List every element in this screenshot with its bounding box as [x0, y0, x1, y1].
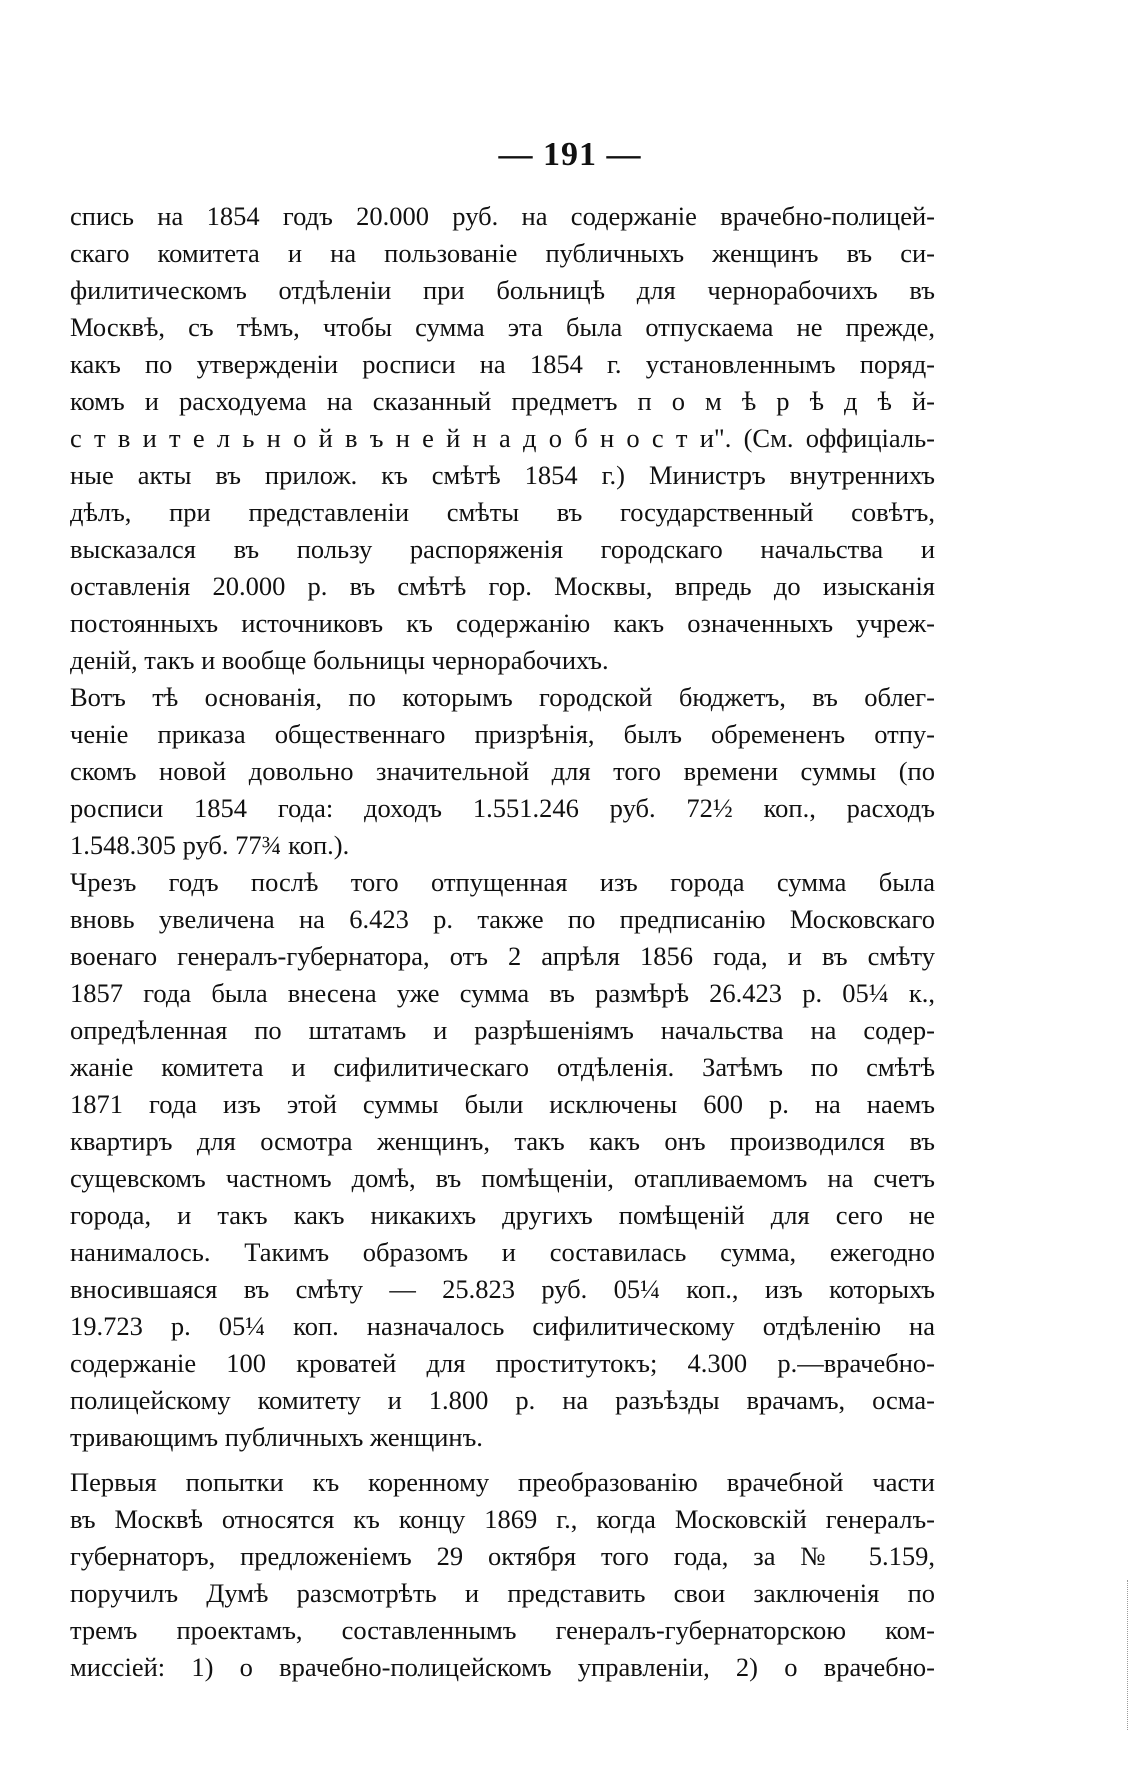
text-line: вносившаяся въ смѣту — 25.823 руб. 05¼ коп., изъ которыхъ — [70, 1274, 935, 1304]
text-line: какъ по утвержденіи росписи на 1854 г. установленнымъ поряд- — [70, 349, 935, 379]
margin-scan-mark — [1127, 1580, 1130, 1730]
text-line: квартиръ для осмотра женщинъ, такъ какъ онъ производился въ — [70, 1126, 935, 1156]
text-line: Чрезъ годъ послѣ того отпущенная изъ города сумма была — [70, 867, 935, 897]
paragraph-2 — [70, 679, 935, 864]
text-line: содержаніе 100 кроватей для проститутокъ; 4.300 р.—врачебно- — [70, 1348, 935, 1378]
text-line: филитическомъ отдѣленіи при больницѣ для чернорабочихъ въ — [70, 275, 935, 305]
text-line: ченіе приказа общественнаго призрѣнія, былъ обремененъ отпу- — [70, 719, 935, 749]
text-line: 1871 года изъ этой суммы были исключены 600 р. на наемъ — [70, 1089, 935, 1119]
text-line: дѣлъ, при представленіи смѣты въ государственный совѣтъ, — [70, 497, 935, 527]
text-line: постоянныхъ источниковъ къ содержанію какъ означенныхъ учреж- — [70, 608, 935, 638]
text-line: Москвѣ, съ тѣмъ, чтобы сумма эта была отпускаема не прежде, — [70, 312, 935, 342]
text-line: миссіей: 1) о врачебно-полицейскомъ управленіи, 2) о врачебно- — [70, 1652, 935, 1682]
text-line: высказался въ пользу распоряженія городскаго начальства и — [70, 534, 935, 564]
text-line: полицейскому комитету и 1.800 р. на разъѣзды врачамъ, осма- — [70, 1385, 935, 1415]
text-line: опредѣленная по штатамъ и разрѣшеніямъ начальства на содер- — [70, 1015, 935, 1045]
text-line: поручилъ Думѣ разсмотрѣть и представить свои заключенія по — [70, 1578, 935, 1608]
text-line: тривающимъ публичныхъ женщинъ. — [70, 1422, 483, 1452]
text-line: скаго комитета и на пользованіе публичныхъ женщинъ въ си- — [70, 238, 935, 268]
page-number: — 191 — — [498, 136, 642, 173]
text-line: города, и такъ какъ никакихъ другихъ помѣщеній для сего не — [70, 1200, 935, 1230]
text-line: губернаторъ, предложеніемъ 29 октября того года, за № 5.159, — [70, 1541, 935, 1571]
paragraph-spacer — [70, 1456, 935, 1464]
paragraph-1 — [70, 198, 935, 679]
text-line: с т в и т е л ь н о й в ъ н е й н а д о б н о с т и". (См. оффиціаль- — [70, 423, 935, 453]
text-line: нанималось. Такимъ образомъ и составилась сумма, ежегодно — [70, 1237, 935, 1267]
paragraph-4 — [70, 1464, 935, 1686]
text-line: военаго генералъ-губернатора, отъ 2 апрѣля 1856 года, и въ смѣту — [70, 941, 935, 971]
text-line: 1.548.305 руб. 77¾ коп.). — [70, 830, 350, 860]
text-line: сущевскомъ частномъ домѣ, въ помѣщеніи, отапливаемомъ на счетъ — [70, 1163, 935, 1193]
text-line: жаніе комитета и сифилитическаго отдѣленія. Затѣмъ по смѣтѣ — [70, 1052, 935, 1082]
text-line: ные акты въ прилож. къ смѣтѣ 1854 г.) Министръ внутреннихъ — [70, 460, 935, 490]
text-line: деній, такъ и вообще больницы чернорабочихъ. — [70, 645, 609, 675]
text-line: спись на 1854 годъ 20.000 руб. на содержаніе врачебно-полицей- — [70, 201, 935, 231]
body-text — [70, 198, 935, 1686]
text-line: росписи 1854 года: доходъ 1.551.246 руб. 72½ коп., расходъ — [70, 793, 935, 823]
text-line: 1857 года была внесена уже сумма въ размѣрѣ 26.423 р. 05¼ к., — [70, 978, 935, 1008]
text-line: Вотъ тѣ основанія, по которымъ городской бюджетъ, въ облег- — [70, 682, 935, 712]
text-line: 19.723 р. 05¼ коп. назначалось сифилитическому отдѣленію на — [70, 1311, 935, 1341]
text-line: оставленія 20.000 р. въ смѣтѣ гор. Москвы, впредь до изысканія — [70, 571, 935, 601]
text-line: въ Москвѣ относятся къ концу 1869 г., когда Московскій генералъ- — [70, 1504, 935, 1534]
text-line: вновь увеличена на 6.423 р. также по предписанію Московскаго — [70, 904, 935, 934]
text-line: тремъ проектамъ, составленнымъ генералъ-губернаторскою ком- — [70, 1615, 935, 1645]
paragraph-3 — [70, 864, 935, 1456]
text-line: комъ и расходуема на сказанный предметъ п о м ѣ р ѣ д ѣ й- — [70, 386, 935, 416]
text-line: Первыя попытки къ коренному преобразованію врачебной части — [70, 1467, 935, 1497]
text-line: скомъ новой довольно значительной для того времени суммы (по — [70, 756, 935, 786]
